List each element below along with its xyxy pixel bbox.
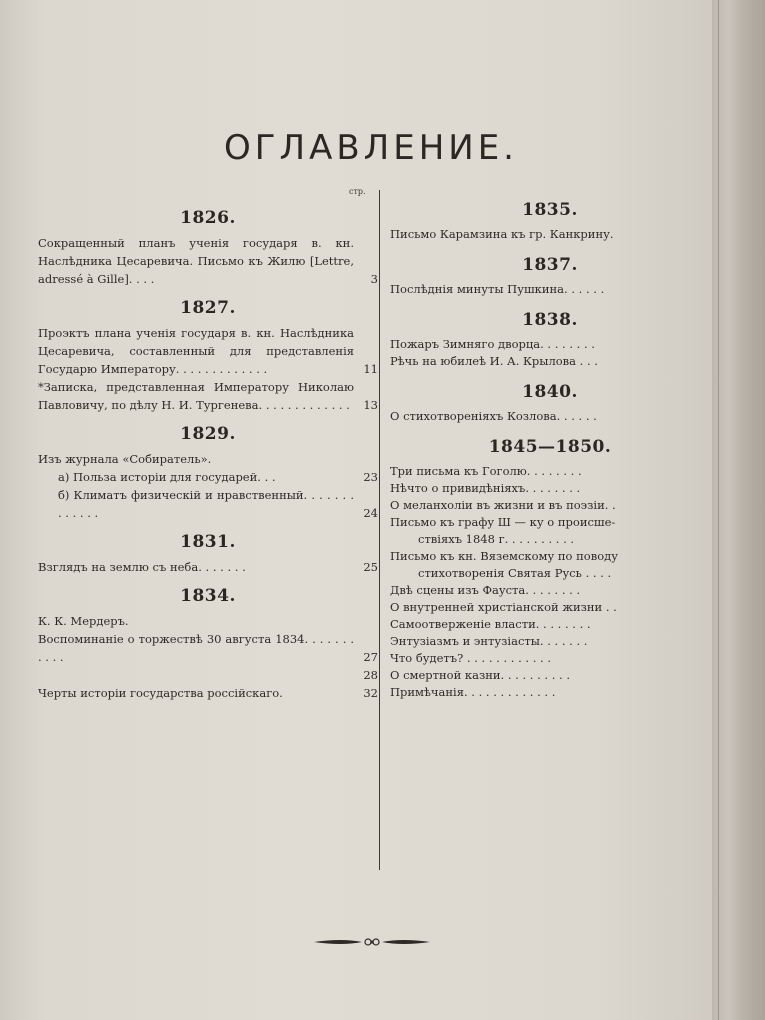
toc-entry xyxy=(38,234,378,288)
toc-entry xyxy=(38,324,378,378)
toc-entry xyxy=(38,630,378,666)
toc-entry xyxy=(38,450,378,468)
toc-entry xyxy=(390,480,710,497)
toc-section xyxy=(38,532,378,576)
entry-title: Примѣчанія. . . . . . . . . . . . . xyxy=(390,685,556,699)
toc-section xyxy=(390,255,710,298)
entry-title: б) Климатъ физическій и нравственный. . . . . . . . . . . . . xyxy=(58,488,354,520)
toc-entry xyxy=(390,650,710,667)
entry-title: Нѣчто о привидѣніяхъ. . . . . . . . xyxy=(390,481,581,495)
toc-entry xyxy=(390,582,710,599)
entry-title: О смертной казни. . . . . . . . . . xyxy=(390,668,571,682)
section-year: 1829. xyxy=(180,424,236,444)
toc-section xyxy=(38,424,378,522)
toc-entry xyxy=(390,281,710,298)
entry-page-number: 25 xyxy=(363,560,378,574)
entry-page-number: 27 xyxy=(363,650,378,664)
toc-entry xyxy=(390,599,710,616)
adjacent-page-edge xyxy=(712,0,765,1020)
section-year: 1845—1850. xyxy=(488,437,612,457)
entry-title: Самоотверженіе власти. . . . . . . . xyxy=(390,617,591,631)
entry-page-number: 13 xyxy=(363,398,378,412)
entry-page-number: 11 xyxy=(363,362,378,376)
toc-entry xyxy=(390,616,710,633)
toc-entry xyxy=(38,558,378,576)
entry-page-number: 28 xyxy=(363,668,378,682)
toc-entry xyxy=(390,336,710,353)
entry-title: Три письма къ Гоголю. . . . . . . . xyxy=(390,464,582,478)
section-year: 1837. xyxy=(522,255,578,275)
entry-title: Письмо къ графу Ш — ку о происше- xyxy=(390,515,616,529)
toc-entry xyxy=(390,226,710,243)
section-year: 1838. xyxy=(522,310,578,330)
entry-title: Двѣ сцены изъ Фауста. . . . . . . . xyxy=(390,583,581,597)
entry-title: К. К. Мердеръ. xyxy=(38,614,129,628)
entry-title: Рѣчь на юбилеѣ И. А. Крылова . . . xyxy=(390,354,598,368)
entry-title: Черты исторіи государства россійскаго. xyxy=(38,686,283,700)
toc-section xyxy=(38,586,378,702)
entry-title: Что будетъ? . . . . . . . . . . . . xyxy=(390,651,551,665)
entry-title: Письмо къ кн. Вяземскому по поводу xyxy=(390,549,618,563)
entry-title: Пожаръ Зимняго дворца. . . . . . . . xyxy=(390,337,595,351)
section-year: 1835. xyxy=(522,200,578,220)
entry-page-number: 32 xyxy=(363,686,378,700)
toc-entry xyxy=(38,666,378,684)
entry-title: Взглядъ на землю съ неба. . . . . . . xyxy=(38,560,246,574)
page-title: ОГЛАВЛЕНИЕ. xyxy=(224,128,518,168)
entry-title: Проэктъ плана ученія государя в. кн. Наслѣдника Цесаревича, составленный для представленія Государю Императору. . . . . . . . . . . . . xyxy=(38,326,354,376)
toc-entry xyxy=(390,548,710,565)
toc-entry xyxy=(390,463,710,480)
section-year: 1834. xyxy=(180,586,236,606)
right-column xyxy=(390,200,710,713)
toc-entry xyxy=(38,612,378,630)
toc-entry xyxy=(390,531,710,548)
toc-entry xyxy=(390,633,710,650)
page-column-label: стр. xyxy=(349,187,366,196)
entry-title: О стихотвореніяхъ Козлова. . . . . . xyxy=(390,409,597,423)
toc-entry xyxy=(390,684,710,701)
toc-section xyxy=(38,298,378,414)
section-year: 1840. xyxy=(522,382,578,402)
left-column xyxy=(38,208,378,712)
section-year: 1827. xyxy=(180,298,236,318)
toc-entry xyxy=(38,486,378,522)
entry-page-number: 23 xyxy=(363,470,378,484)
entry-page-number: 3 xyxy=(370,272,378,286)
toc-section xyxy=(390,310,710,370)
toc-entry xyxy=(390,408,710,425)
entry-title: Сокращенный планъ ученія государя в. кн. Наслѣдника Цесаревича. Письмо къ Жилю [Lettre, adressé à Gille]. . . . xyxy=(38,236,354,286)
section-year: 1826. xyxy=(180,208,236,228)
entry-title: Изъ журнала «Собиратель». xyxy=(38,452,212,466)
entry-page-number: 24 xyxy=(363,506,378,520)
toc-entry xyxy=(390,565,710,582)
toc-entry xyxy=(38,684,378,702)
toc-section xyxy=(38,208,378,288)
toc-section xyxy=(390,382,710,425)
entry-title: О внутренней христіанской жизни . . xyxy=(390,600,617,614)
section-year: 1831. xyxy=(180,532,236,552)
toc-section xyxy=(390,200,710,243)
toc-entry xyxy=(390,353,710,370)
entry-title: ствіяхъ 1848 г. . . . . . . . . . xyxy=(418,532,575,546)
entry-title: О меланхоліи въ жизни и въ поэзіи. . xyxy=(390,498,616,512)
toc-entry xyxy=(390,667,710,684)
toc-entry xyxy=(38,468,378,486)
entry-title: Энтузіазмъ и энтузіасты. . . . . . . xyxy=(390,634,588,648)
ornament-icon xyxy=(312,935,432,949)
entry-title: *Записка, представленная Императору Николаю Павловичу, по дѣлу Н. И. Тургенева. . . . . . . . . . . . . xyxy=(38,380,354,412)
entry-title: Воспоминаніе о торжествѣ 30 августа 1834. . . . . . . . . . . xyxy=(38,632,354,664)
toc-section xyxy=(390,437,710,701)
entry-title: а) Польза исторіи для государей. . . xyxy=(58,470,276,484)
column-divider xyxy=(379,190,380,870)
toc-entry xyxy=(390,514,710,531)
toc-entry xyxy=(38,378,378,414)
toc-entry xyxy=(390,497,710,514)
entry-title: Послѣднія минуты Пушкина. . . . . . xyxy=(390,282,605,296)
entry-title: стихотворенія Святая Русь . . . . xyxy=(418,566,612,580)
entry-title: Письмо Карамзина къ гр. Канкрину. xyxy=(390,227,614,241)
